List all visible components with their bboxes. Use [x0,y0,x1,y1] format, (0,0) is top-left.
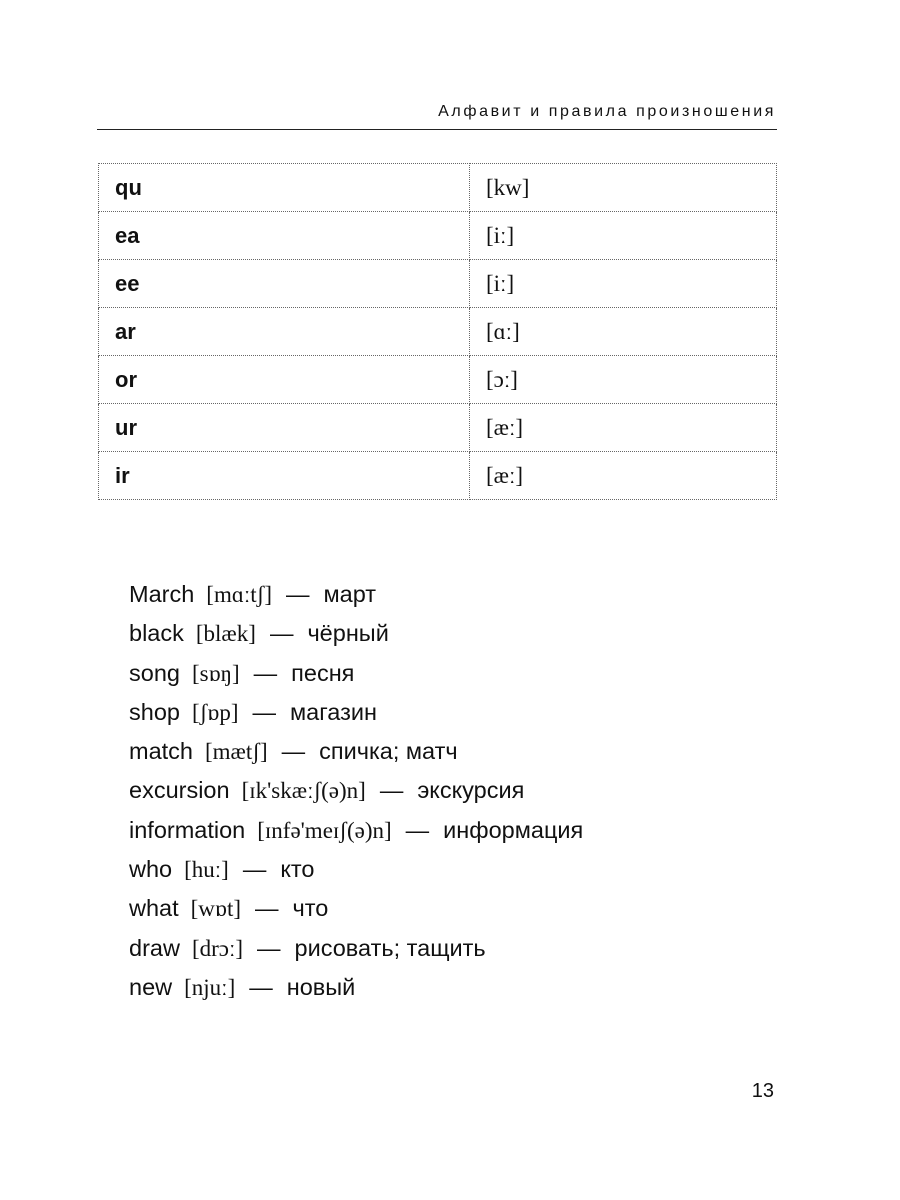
vocab-word: song [129,659,180,686]
sound-cell: [iː] [470,260,777,308]
vocab-entry [129,732,583,771]
vocab-dash: — [281,738,306,765]
vocab-transcription: [mɑːtʃ] [206,582,272,607]
vocab-translation: экскурсия [417,777,525,804]
vocab-word: new [129,973,173,1000]
sound-cell: [ɔː] [470,356,777,404]
vocab-dash: — [253,659,278,686]
table-row [99,260,777,308]
vocab-transcription: [mætʃ] [205,739,268,765]
vocab-entry [129,693,583,732]
vocab-word: excursion [129,777,230,804]
letters-cell: or [99,356,470,404]
vocab-translation: март [323,581,377,607]
vocab-translation: кто [280,856,315,883]
vocab-transcription: [ʃɒp] [191,699,239,725]
vocab-transcription: [ɪnfə'meɪʃ(ə)n] [257,817,392,843]
vocab-entry [129,889,583,928]
sound-cell: [iː] [470,212,777,260]
letters-cell: ea [99,212,470,260]
vocab-word: March [129,581,195,607]
letters-cell: qu [99,164,470,212]
vocab-dash: — [242,856,267,883]
letter-combination-table [98,163,777,500]
vocab-transcription: [blæk] [195,621,256,647]
vocab-word: draw [129,934,180,961]
vocab-translation: рисовать; тащить [294,934,486,961]
vocab-dash: — [405,816,430,843]
vocab-entry [129,968,583,1007]
vocab-transcription: [ɪk'skæːʃ(ə)n] [241,778,366,804]
vocab-dash: — [249,973,273,1000]
vocab-translation: песня [291,659,355,686]
vocab-dash: — [379,777,404,804]
vocab-translation: информация [443,816,584,843]
vocab-translation: новый [286,973,356,1000]
vocab-word: match [129,738,193,765]
vocab-dash: — [252,698,276,725]
vocab-translation: магазин [289,698,377,725]
vocab-word: what [129,895,179,922]
table-row [99,404,777,452]
sound-cell: [æː] [470,452,777,500]
vocab-entry [129,654,583,693]
vocab-entry [129,929,583,968]
vocab-transcription: [drɔː] [191,935,244,961]
sound-cell: [æː] [470,404,777,452]
letters-cell: ee [99,260,470,308]
vocab-entry [129,575,583,614]
sound-cell: [ɑː] [470,308,777,356]
vocab-translation: что [292,895,329,922]
vocab-word: who [129,856,173,883]
page-number: 13 [751,1080,774,1102]
letters-cell: ur [99,404,470,452]
vocab-transcription: [sɒŋ] [191,660,240,686]
vocab-entry [129,811,583,850]
vocab-dash: — [285,581,310,607]
vocab-dash: — [269,620,294,647]
vocab-entry [129,850,583,889]
vocab-transcription: [wɒt] [190,896,241,922]
vocabulary-list [129,575,583,1007]
table-row [99,212,777,260]
table-row [99,308,777,356]
letters-cell: ar [99,308,470,356]
table-row [99,164,777,212]
header-divider [97,129,777,130]
vocab-entry [129,771,583,810]
table-row [99,356,777,404]
running-head-title: Алфавит и правила произношения [438,103,776,120]
vocab-translation: спичка; матч [319,738,458,765]
vocab-transcription: [njuː] [184,974,236,1000]
table-row [99,452,777,500]
vocab-dash: — [255,895,279,922]
vocab-translation: чёрный [307,620,389,647]
vocab-dash: — [257,934,281,961]
vocab-transcription: [huː] [184,857,229,883]
sound-cell: [kw] [470,164,777,212]
letters-cell: ir [99,452,470,500]
vocab-word: information [129,816,246,843]
vocab-word: shop [129,698,180,725]
vocab-entry [129,614,583,653]
vocab-word: black [129,620,184,647]
